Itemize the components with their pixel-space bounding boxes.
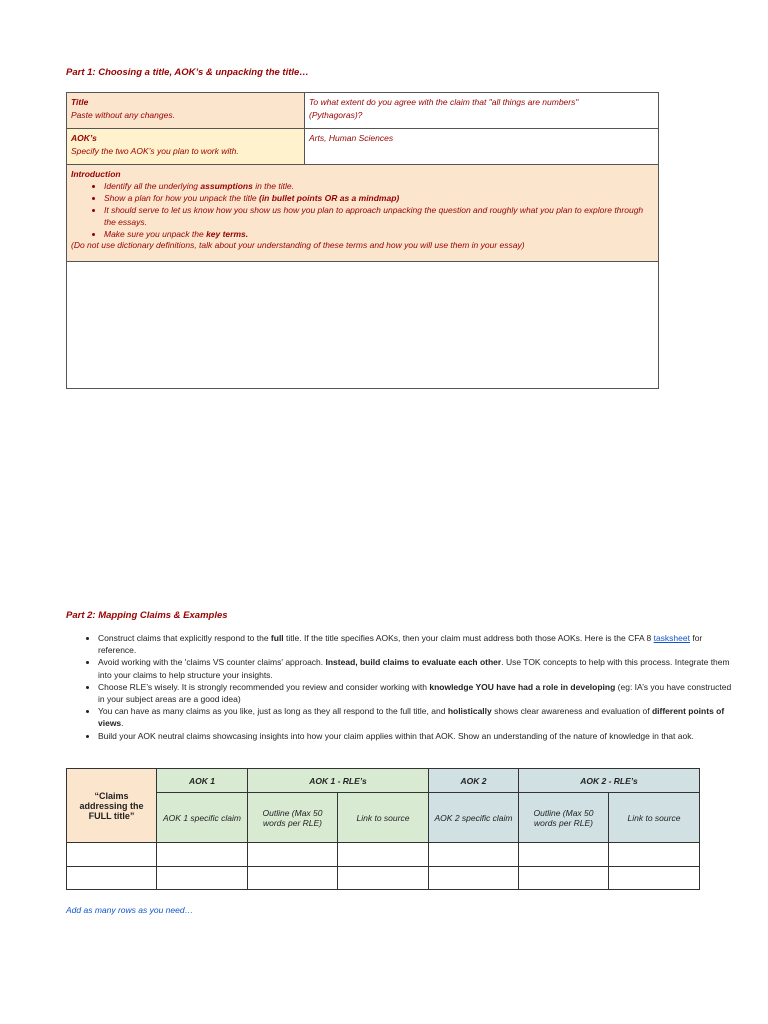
aok2-rles-header: AOK 2 - RLE’s bbox=[519, 769, 700, 793]
tasksheet-link[interactable]: tasksheet bbox=[653, 633, 690, 643]
part2-bullet: • Avoid working with the 'claims VS counter claims' approach. Instead, build claims to evaluate each other. Use TOK concepts to help with this process. Integrate them into your claims to help structure your insights. bbox=[98, 656, 738, 680]
part2-bullet: • Build your AOK neutral claims showcasing insights into how your claim applies within that AOK. Show an understanding of the nature of knowledge in that aok. bbox=[98, 730, 738, 742]
table-row bbox=[67, 867, 700, 890]
table-cell[interactable] bbox=[429, 867, 519, 890]
introduction-cell bbox=[67, 165, 659, 262]
part1-heading: Part 1: Choosing a title, AOK’s & unpacking the title… bbox=[66, 67, 309, 78]
intro-bullet: • Make sure you unpack the key terms. bbox=[104, 228, 654, 240]
aok-value-cell[interactable] bbox=[305, 129, 659, 165]
aok1-link-header: Link to source bbox=[338, 793, 429, 843]
intro-bullet: • Identify all the underlying assumptions in the title. bbox=[104, 180, 654, 192]
part1-table bbox=[66, 92, 659, 389]
aok1-outline-header: Outline (Max 50 words per RLE) bbox=[248, 793, 338, 843]
aok-instruction: Specify the two AOK’s you plan to work with. bbox=[71, 146, 239, 156]
title-label: Title bbox=[71, 97, 89, 107]
part2-bullet: • Choose RLE’s wisely. It is strongly recommended you review and consider working with knowledge YOU have had a role in developing (eg: IA’s you have constructed in your subject areas are a good idea) bbox=[98, 681, 738, 705]
intro-bullet: • Show a plan for how you unpack the title (in bullet points OR as a mindmap) bbox=[104, 192, 654, 204]
table-cell[interactable] bbox=[67, 843, 157, 867]
aok1-rles-header: AOK 1 - RLE’s bbox=[248, 769, 429, 793]
title-value-cell[interactable] bbox=[305, 93, 659, 129]
title-value-line1: To what extent do you agree with the claim that "all things are numbers" bbox=[309, 97, 579, 107]
table-cell[interactable] bbox=[248, 867, 338, 890]
intro-note: (Do not use dictionary definitions, talk about your understanding of these terms and how you will use them in your essay) bbox=[71, 240, 525, 250]
table-cell[interactable] bbox=[519, 843, 609, 867]
aok2-claim-header: AOK 2 specific claim bbox=[429, 793, 519, 843]
claims-header: “Claims addressing the FULL title” bbox=[67, 769, 157, 843]
aok2-header: AOK 2 bbox=[429, 769, 519, 793]
part2-bullet: • You can have as many claims as you like, just as long as they all respond to the full title, and holistically shows clear awareness and evaluation of different points of views. bbox=[98, 705, 738, 729]
claims-table bbox=[66, 768, 700, 890]
table-cell[interactable] bbox=[609, 867, 700, 890]
aok-value: Arts, Human Sciences bbox=[309, 133, 394, 143]
table-cell[interactable] bbox=[429, 843, 519, 867]
table-cell[interactable] bbox=[338, 843, 429, 867]
part2-bullet: • Construct claims that explicitly respond to the full title. If the title specifies AOKs, then your claim must address both those AOKs. Here is the CFA 8 tasksheet for reference. bbox=[98, 632, 738, 656]
table-cell[interactable] bbox=[248, 843, 338, 867]
title-value-line2: (Pythagoras)? bbox=[309, 110, 363, 120]
table-cell[interactable] bbox=[157, 867, 248, 890]
aok1-header: AOK 1 bbox=[157, 769, 248, 793]
table-cell[interactable] bbox=[609, 843, 700, 867]
part2-heading: Part 2: Mapping Claims & Examples bbox=[66, 610, 228, 621]
table-cell[interactable] bbox=[67, 867, 157, 890]
table-cell[interactable] bbox=[338, 867, 429, 890]
aok2-outline-header: Outline (Max 50 words per RLE) bbox=[519, 793, 609, 843]
intro-bullet: • It should serve to let us know how you show us how you plan to approach unpacking the question and roughly what you plan to explore through the essays. bbox=[104, 204, 654, 228]
table-row bbox=[67, 843, 700, 867]
title-label-cell bbox=[67, 93, 305, 129]
table-cell[interactable] bbox=[157, 843, 248, 867]
intro-bullet-list bbox=[71, 180, 654, 240]
part2-bullet-list bbox=[66, 632, 738, 742]
introduction-response-cell[interactable] bbox=[67, 262, 659, 389]
aok-label-cell bbox=[67, 129, 305, 165]
aok1-claim-header: AOK 1 specific claim bbox=[157, 793, 248, 843]
aok-label: AOK’s bbox=[71, 133, 97, 143]
title-instruction: Paste without any changes. bbox=[71, 110, 175, 120]
intro-label: Introduction bbox=[71, 169, 121, 179]
add-rows-note: Add as many rows as you need… bbox=[66, 905, 194, 915]
table-cell[interactable] bbox=[519, 867, 609, 890]
aok2-link-header: Link to source bbox=[609, 793, 700, 843]
